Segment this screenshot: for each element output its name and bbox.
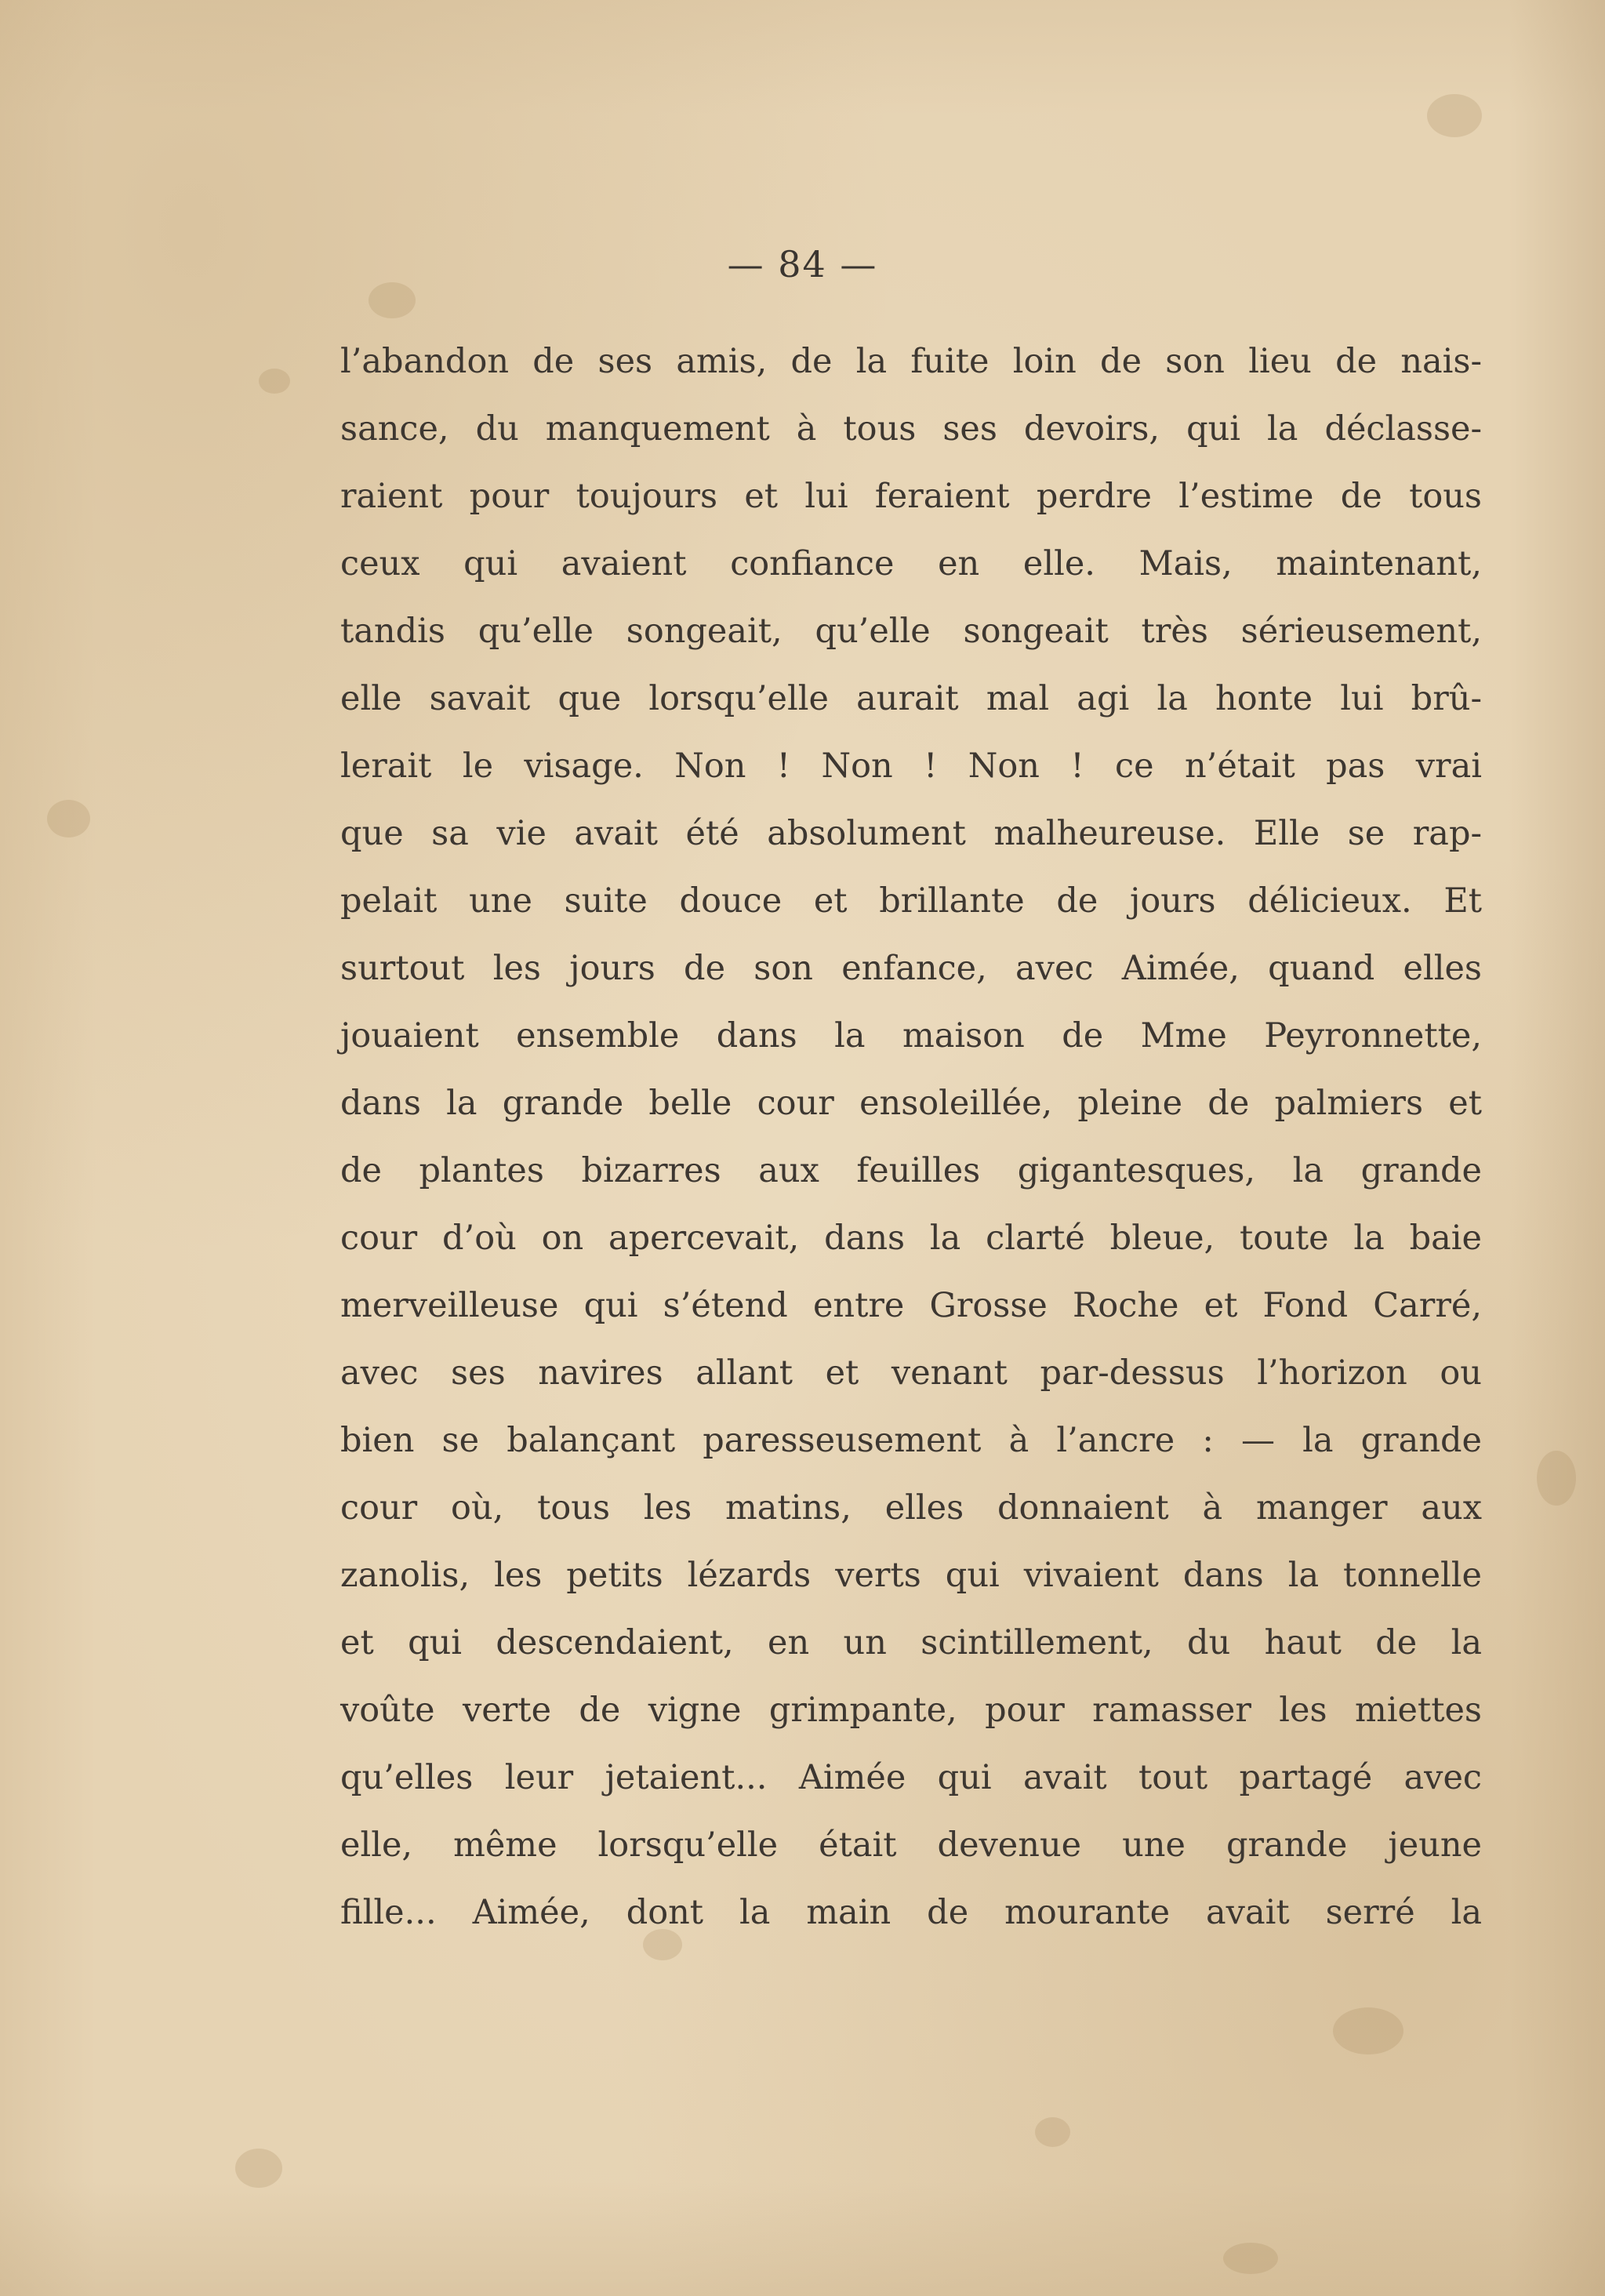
text-line: dans la grande belle cour ensoleillée, pleine de palmiers et xyxy=(340,1084,1482,1123)
text-line: zanolis, les petits lézards verts qui vivaient dans la tonnelle xyxy=(340,1556,1482,1595)
text-line: de plantes bizarres aux feuilles gigantesques, la grande xyxy=(340,1151,1482,1190)
text-line: elle savait que lorsqu’elle aurait mal agi la honte lui brû- xyxy=(340,679,1482,718)
text-line: qu’elles leur jetaient... Aimée qui avait tout partagé avec xyxy=(340,1758,1482,1797)
body-text xyxy=(340,328,1482,1946)
text-line: avec ses navires allant et venant par-dessus l’horizon ou xyxy=(340,1353,1482,1393)
text-line: sance, du manquement à tous ses devoirs, qui la déclasse- xyxy=(340,409,1482,449)
page-number: — 84 — xyxy=(727,243,878,285)
text-line: merveilleuse qui s’étend entre Grosse Roche et Fond Carré, xyxy=(340,1286,1482,1325)
foxing-spot xyxy=(369,282,416,318)
foxing-spot xyxy=(1333,2007,1403,2054)
text-line: cour d’où on apercevait, dans la clarté bleue, toute la baie xyxy=(340,1219,1482,1258)
text-line: l’abandon de ses amis, de la fuite loin de son lieu de nais- xyxy=(340,342,1482,381)
foxing-spot xyxy=(259,369,290,394)
text-line: surtout les jours de son enfance, avec Aimée, quand elles xyxy=(340,949,1482,988)
text-line: voûte verte de vigne grimpante, pour ramasser les miettes xyxy=(340,1691,1482,1730)
foxing-spot xyxy=(1223,2243,1278,2274)
text-line: cour où, tous les matins, elles donnaient à manger aux xyxy=(340,1488,1482,1528)
foxing-spot xyxy=(47,800,90,837)
text-line: bien se balançant paresseusement à l’ancre : — la grande xyxy=(340,1421,1482,1460)
text-line: jouaient ensemble dans la maison de Mme Peyronnette, xyxy=(340,1016,1482,1055)
text-line: elle, même lorsqu’elle était devenue une grande jeune xyxy=(340,1826,1482,1865)
foxing-spot xyxy=(1537,1451,1576,1506)
text-line: et qui descendaient, en un scintillement, du haut de la xyxy=(340,1623,1482,1662)
text-line: raient pour toujours et lui feraient perdre l’estime de tous xyxy=(340,477,1482,516)
text-line: ceux qui avaient confiance en elle. Mais, maintenant, xyxy=(340,544,1482,583)
text-line: fille... Aimée, dont la main de mourante avait serré la xyxy=(340,1893,1482,1932)
text-line: lerait le visage. Non ! Non ! Non ! ce n’était pas vrai xyxy=(340,747,1482,786)
text-line: pelait une suite douce et brillante de jours délicieux. Et xyxy=(340,881,1482,921)
foxing-spot xyxy=(1427,94,1482,137)
text-line: que sa vie avait été absolument malheureuse. Elle se rap- xyxy=(340,814,1482,853)
foxing-spot xyxy=(235,2149,282,2188)
foxing-spot xyxy=(1035,2117,1070,2147)
text-line: tandis qu’elle songeait, qu’elle songeait très sérieusement, xyxy=(340,612,1482,651)
